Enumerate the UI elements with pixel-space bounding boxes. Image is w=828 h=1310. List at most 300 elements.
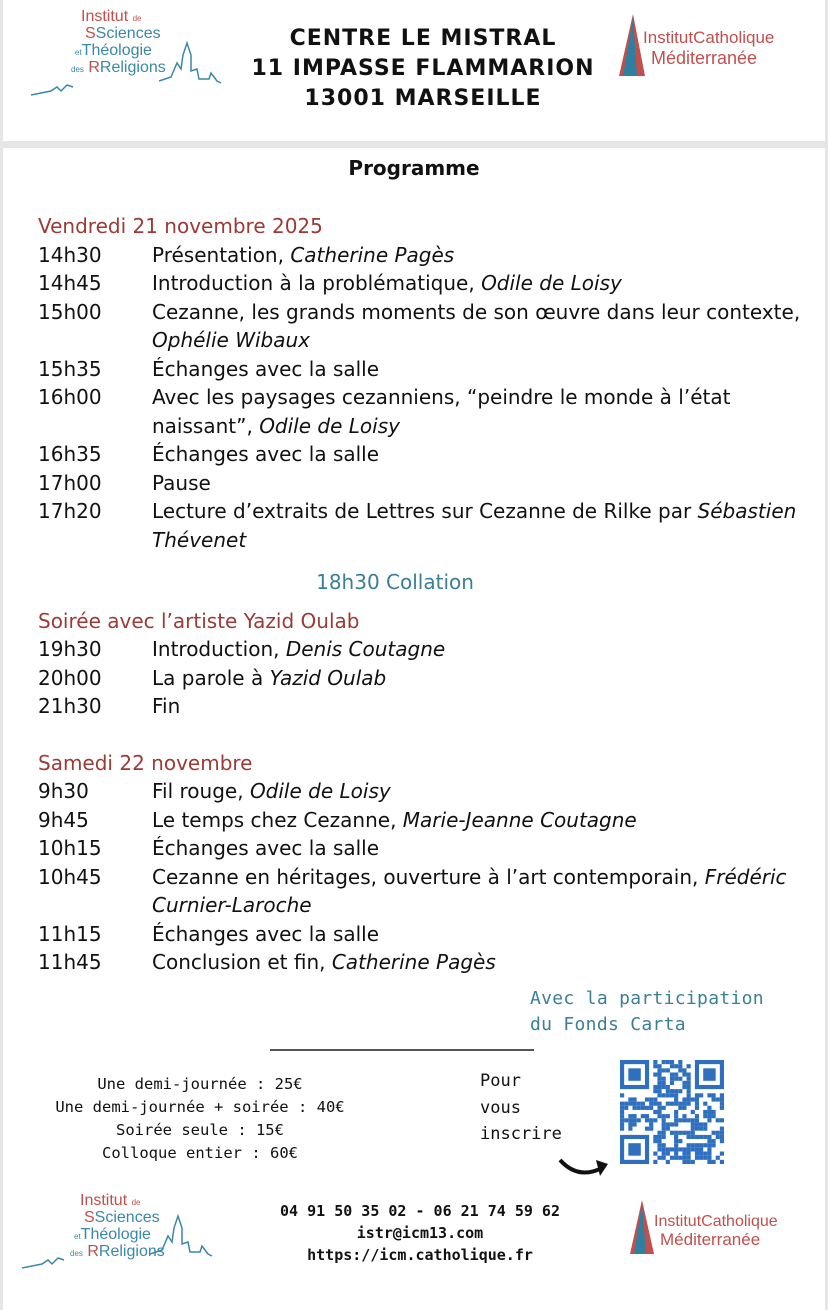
- session-title: Cezanne en héritages, ouverture à l’art contemporain,: [152, 864, 705, 889]
- schedule-row: [38, 635, 818, 664]
- qr-module: [657, 1089, 661, 1093]
- session-title: Présentation,: [152, 242, 291, 267]
- qr-module: [720, 1152, 724, 1156]
- qr-module: [620, 1122, 624, 1126]
- qr-module: [632, 1118, 636, 1122]
- qr-module: [720, 1160, 724, 1164]
- qr-module: [645, 1097, 649, 1101]
- qr-module: [653, 1072, 657, 1076]
- qr-module: [687, 1147, 691, 1151]
- row-text: [152, 692, 818, 721]
- qr-finder: [703, 1068, 715, 1080]
- schedule-row: [38, 298, 818, 355]
- qr-module: [695, 1093, 699, 1097]
- divider: [270, 1049, 534, 1051]
- qr-module: [699, 1093, 703, 1097]
- row-time: 10h15: [38, 836, 102, 860]
- section-heading: Samedi 22 novembre: [38, 750, 253, 775]
- qr-module: [682, 1102, 686, 1106]
- qr-module: [678, 1118, 682, 1122]
- qr-module: [657, 1143, 661, 1147]
- qr-module: [649, 1102, 653, 1106]
- qr-module: [703, 1135, 707, 1139]
- row-text: [152, 664, 818, 693]
- qr-module: [666, 1089, 670, 1093]
- row-time: 14h45: [38, 271, 102, 295]
- speaker-name: Ophélie Wibaux: [152, 328, 310, 352]
- qr-module: [687, 1089, 691, 1093]
- qr-module: [645, 1114, 649, 1118]
- qr-module: [720, 1106, 724, 1110]
- qr-module: [682, 1131, 686, 1135]
- session-title: Échanges avec la salle: [152, 356, 380, 381]
- istr-logo: Institut de SSciences etThéologie des RReligions: [31, 8, 231, 98]
- qr-module: [620, 1118, 624, 1122]
- qr-module: [687, 1072, 691, 1076]
- qr-module: [691, 1118, 695, 1122]
- qr-module: [691, 1160, 695, 1164]
- qr-module: [632, 1097, 636, 1101]
- skyline-icon: [22, 1206, 222, 1276]
- row-time: 16h35: [38, 442, 102, 466]
- row-time: 21h30: [38, 694, 102, 718]
- qr-module: [670, 1147, 674, 1151]
- qr-module: [712, 1139, 716, 1143]
- qr-module: [666, 1122, 670, 1126]
- qr-module: [687, 1160, 691, 1164]
- qr-module: [687, 1143, 691, 1147]
- qr-module: [712, 1110, 716, 1114]
- qr-module: [716, 1097, 720, 1101]
- qr-module: [720, 1097, 724, 1101]
- section-heading: Vendredi 21 novembre 2025: [38, 214, 323, 238]
- qr-module: [703, 1152, 707, 1156]
- qr-module: [699, 1143, 703, 1147]
- qr-module: [657, 1072, 661, 1076]
- qr-module: [678, 1139, 682, 1143]
- sail-icon: [615, 14, 645, 78]
- qr-module: [657, 1147, 661, 1151]
- qr-module: [628, 1122, 632, 1126]
- qr-module: [632, 1114, 636, 1118]
- evening-section: [38, 607, 818, 721]
- qr-module: [716, 1135, 720, 1139]
- session-title: Pause: [152, 470, 211, 495]
- qr-module: [624, 1118, 628, 1122]
- venue-address: CENTRE LE MISTRAL 11 IMPASSE FLAMMARION 13001 MARSEILLE: [251, 26, 595, 111]
- session-title: Échanges avec la salle: [152, 836, 380, 860]
- row-text: [152, 440, 818, 469]
- speaker-name: Odile de Loisy: [249, 779, 391, 803]
- qr-module: [674, 1110, 678, 1114]
- qr-module: [662, 1127, 666, 1131]
- qr-module: [699, 1152, 703, 1156]
- qr-module: [662, 1085, 666, 1089]
- qr-module: [657, 1131, 661, 1135]
- qr-module: [670, 1064, 674, 1068]
- qr-module: [670, 1072, 674, 1076]
- qr-module: [637, 1106, 641, 1110]
- qr-module: [645, 1127, 649, 1131]
- qr-module: [645, 1106, 649, 1110]
- row-text: [152, 863, 818, 920]
- icm-logo: InstitutCatholique Méditerranée: [615, 14, 815, 84]
- session-title: Introduction à la problématique,: [152, 271, 482, 295]
- saturday-section: [38, 749, 818, 977]
- qr-module: [712, 1160, 716, 1164]
- qr-module: [632, 1122, 636, 1126]
- session-title: Échanges avec la salle: [152, 921, 380, 946]
- qr-module: [620, 1106, 624, 1110]
- qr-module: [666, 1152, 670, 1156]
- schedule-row: [38, 863, 818, 920]
- registration-qr-code[interactable]: [620, 1060, 724, 1164]
- qr-module: [678, 1147, 682, 1151]
- qr-module: [670, 1122, 674, 1126]
- row-time: 15h00: [38, 299, 102, 324]
- qr-finder: [628, 1068, 640, 1080]
- qr-module: [662, 1068, 666, 1072]
- qr-module: [720, 1118, 724, 1122]
- qr-module: [662, 1152, 666, 1156]
- collation: 18h30 Collation: [316, 570, 474, 594]
- qr-module: [632, 1102, 636, 1106]
- qr-module: [682, 1097, 686, 1101]
- qr-module: [691, 1143, 695, 1147]
- qr-module: [628, 1102, 632, 1106]
- qr-module: [657, 1085, 661, 1089]
- qr-module: [628, 1127, 632, 1131]
- schedule-row: [38, 469, 818, 498]
- qr-module: [670, 1077, 674, 1081]
- qr-module: [682, 1160, 686, 1164]
- qr-module: [666, 1085, 670, 1089]
- qr-module: [662, 1131, 666, 1135]
- row-time: 9h30: [38, 779, 89, 803]
- qr-module: [662, 1135, 666, 1139]
- price-list: Une demi-journée : 25€ Une demi-journée + soirée : 40€ Soirée seule : 15€ Colloque entier : 60€: [55, 1075, 345, 1162]
- qr-module: [707, 1093, 711, 1097]
- qr-module: [703, 1102, 707, 1106]
- qr-module: [641, 1114, 645, 1118]
- email-link[interactable]: istr@icm13.com: [356, 1224, 484, 1242]
- qr-module: [682, 1106, 686, 1110]
- session-title: Cezanne, les grands moments de son œuvre dans leur contexte,: [152, 299, 801, 324]
- qr-module: [707, 1160, 711, 1164]
- row-text: [152, 269, 818, 298]
- qr-module: [670, 1081, 674, 1085]
- qr-module: [662, 1106, 666, 1110]
- row-text: [152, 635, 818, 664]
- qr-module: [720, 1127, 724, 1131]
- qr-module: [712, 1143, 716, 1147]
- qr-module: [674, 1139, 678, 1143]
- qr-module: [674, 1147, 678, 1151]
- qr-module: [703, 1114, 707, 1118]
- header-panel: [3, 0, 825, 141]
- qr-module: [703, 1143, 707, 1147]
- curved-arrow-icon: [556, 1150, 612, 1182]
- qr-module: [653, 1118, 657, 1122]
- qr-module: [657, 1102, 661, 1106]
- qr-module: [691, 1127, 695, 1131]
- qr-module: [674, 1064, 678, 1068]
- icm-logo-footer: InstitutCatholique Méditerranée: [626, 1200, 826, 1270]
- qr-module: [674, 1089, 678, 1093]
- row-time: 20h00: [38, 665, 102, 690]
- qr-module: [678, 1077, 682, 1081]
- qr-module: [720, 1135, 724, 1139]
- qr-module: [657, 1064, 661, 1068]
- qr-module: [653, 1085, 657, 1089]
- row-text: [152, 806, 818, 835]
- schedule-row: [38, 806, 818, 835]
- phone-numbers: 04 91 50 35 02 - 06 21 74 59 62: [280, 1202, 560, 1220]
- qr-module: [662, 1122, 666, 1126]
- qr-module: [678, 1068, 682, 1072]
- qr-module: [682, 1068, 686, 1072]
- qr-module: [657, 1106, 661, 1110]
- qr-module: [678, 1064, 682, 1068]
- speaker-name: Marie-Jeanne Coutagne: [402, 807, 637, 832]
- qr-module: [682, 1072, 686, 1076]
- qr-module: [628, 1097, 632, 1101]
- qr-module: [670, 1131, 674, 1135]
- row-text: [152, 355, 818, 384]
- session-title: Introduction,: [152, 637, 286, 661]
- qr-module: [720, 1139, 724, 1143]
- qr-module: [682, 1118, 686, 1122]
- qr-module: [699, 1127, 703, 1131]
- qr-module: [707, 1152, 711, 1156]
- qr-module: [695, 1127, 699, 1131]
- page-title: Programme: [348, 156, 480, 180]
- qr-module: [720, 1102, 724, 1106]
- contact-info: [250, 1200, 590, 1266]
- qr-module: [657, 1093, 661, 1097]
- qr-module: [624, 1102, 628, 1106]
- qr-module: [666, 1160, 670, 1164]
- qr-module: [620, 1102, 624, 1106]
- row-text: [152, 920, 818, 949]
- qr-module: [716, 1156, 720, 1160]
- session-title: Avec les paysages cezanniens, “peindre le monde à l’état naissant”,: [152, 385, 731, 438]
- session-title: Échanges avec la salle: [152, 442, 380, 466]
- qr-module: [720, 1093, 724, 1097]
- session-title: Fin: [152, 694, 181, 718]
- qr-module: [641, 1106, 645, 1110]
- qr-module: [699, 1156, 703, 1160]
- qr-module: [678, 1089, 682, 1093]
- row-time: 17h20: [38, 499, 102, 523]
- qr-module: [682, 1081, 686, 1085]
- qr-module: [687, 1102, 691, 1106]
- row-text: [152, 383, 818, 440]
- schedule-row: [38, 777, 818, 806]
- qr-module: [674, 1152, 678, 1156]
- qr-module: [662, 1077, 666, 1081]
- qr-module: [620, 1127, 624, 1131]
- qr-module: [653, 1160, 657, 1164]
- qr-module: [695, 1143, 699, 1147]
- qr-module: [649, 1097, 653, 1101]
- qr-module: [666, 1114, 670, 1118]
- session-title: La parole à: [152, 665, 270, 690]
- skyline-icon: [31, 33, 231, 103]
- qr-module: [670, 1060, 674, 1064]
- qr-module: [666, 1147, 670, 1151]
- qr-module: [674, 1143, 678, 1147]
- qr-module: [678, 1131, 682, 1135]
- qr-module: [666, 1068, 670, 1072]
- qr-module: [657, 1077, 661, 1081]
- qr-module: [707, 1106, 711, 1110]
- qr-module: [662, 1093, 666, 1097]
- row-time: 19h30: [38, 637, 102, 661]
- qr-module: [682, 1156, 686, 1160]
- qr-module: [695, 1106, 699, 1110]
- row-time: 11h15: [38, 921, 102, 946]
- qr-module: [707, 1143, 711, 1147]
- qr-module: [691, 1131, 695, 1135]
- qr-module: [632, 1106, 636, 1110]
- qr-module: [674, 1118, 678, 1122]
- row-time: 15h35: [38, 356, 102, 381]
- website-link[interactable]: https://icm.catholique.fr: [307, 1246, 533, 1264]
- row-text: [152, 948, 818, 977]
- qr-module: [637, 1118, 641, 1122]
- qr-module: [703, 1127, 707, 1131]
- row-text: [152, 241, 818, 270]
- qr-module: [703, 1122, 707, 1126]
- qr-module: [695, 1122, 699, 1126]
- section-heading: Soirée avec l’artiste Yazid Oulab: [38, 608, 360, 633]
- row-time: 14h30: [38, 242, 102, 267]
- qr-module: [695, 1102, 699, 1106]
- row-time: 16h00: [38, 385, 102, 409]
- qr-module: [703, 1110, 707, 1114]
- session-title: Le temps chez Cezanne,: [152, 807, 403, 832]
- row-time: 11h45: [38, 950, 102, 974]
- qr-module: [678, 1102, 682, 1106]
- qr-module: [662, 1147, 666, 1151]
- qr-module: [707, 1156, 711, 1160]
- qr-module: [707, 1110, 711, 1114]
- qr-module: [707, 1135, 711, 1139]
- qr-module: [687, 1077, 691, 1081]
- qr-module: [657, 1114, 661, 1118]
- qr-module: [707, 1139, 711, 1143]
- qr-module: [712, 1097, 716, 1101]
- qr-module: [678, 1106, 682, 1110]
- qr-module: [695, 1147, 699, 1151]
- speaker-name: Odile de Loisy: [259, 413, 400, 438]
- qr-module: [620, 1114, 624, 1118]
- qr-module: [687, 1064, 691, 1068]
- qr-module: [620, 1110, 624, 1114]
- session-title: Lecture d’extraits de Lettres sur Cezanne de Rilke par: [152, 499, 698, 523]
- row-text: [152, 834, 818, 863]
- qr-module: [678, 1060, 682, 1064]
- qr-module: [674, 1156, 678, 1160]
- qr-module: [653, 1064, 657, 1068]
- qr-module: [687, 1152, 691, 1156]
- speaker-name: Yazid Oulab: [269, 665, 387, 690]
- qr-module: [678, 1156, 682, 1160]
- qr-module: [653, 1152, 657, 1156]
- row-time: 9h45: [38, 807, 89, 832]
- qr-module: [657, 1156, 661, 1160]
- qr-module: [624, 1106, 628, 1110]
- qr-module: [695, 1135, 699, 1139]
- speaker-name: Sébastien Thévenet: [152, 499, 797, 552]
- qr-module: [637, 1102, 641, 1106]
- qr-module: [657, 1135, 661, 1139]
- schedule-row: [38, 664, 818, 693]
- qr-module: [691, 1135, 695, 1139]
- qr-module: [712, 1114, 716, 1118]
- qr-module: [687, 1097, 691, 1101]
- qr-module: [695, 1152, 699, 1156]
- qr-module: [720, 1131, 724, 1135]
- qr-module: [695, 1118, 699, 1122]
- qr-module: [682, 1147, 686, 1151]
- schedule-row: [38, 834, 818, 863]
- qr-module: [649, 1118, 653, 1122]
- qr-finder: [628, 1143, 640, 1155]
- qr-module: [657, 1139, 661, 1143]
- schedule-row: [38, 920, 818, 949]
- qr-module: [687, 1135, 691, 1139]
- qr-module: [716, 1118, 720, 1122]
- qr-module: [670, 1089, 674, 1093]
- qr-module: [670, 1156, 674, 1160]
- qr-module: [687, 1093, 691, 1097]
- qr-module: [716, 1131, 720, 1135]
- qr-module: [674, 1135, 678, 1139]
- qr-module: [674, 1077, 678, 1081]
- qr-module: [653, 1097, 657, 1101]
- session-title: Fil rouge,: [152, 779, 250, 803]
- schedule-row: [38, 383, 818, 440]
- qr-module: [699, 1147, 703, 1151]
- session-title: Conclusion et fin,: [152, 950, 332, 974]
- qr-module: [657, 1081, 661, 1085]
- qr-module: [670, 1102, 674, 1106]
- qr-module: [649, 1122, 653, 1126]
- istr-logo-footer: Institut de SSciences etThéologie des RReligions: [30, 1192, 230, 1282]
- schedule-row: [38, 355, 818, 384]
- speaker-name: Frédéric Curnier-Laroche: [152, 864, 787, 917]
- schedule-row: [38, 269, 818, 298]
- row-text: [152, 298, 818, 355]
- qr-module: [662, 1156, 666, 1160]
- speaker-name: Catherine Pagès: [290, 242, 455, 267]
- qr-module: [653, 1102, 657, 1106]
- qr-module: [662, 1114, 666, 1118]
- qr-module: [695, 1114, 699, 1118]
- qr-module: [662, 1081, 666, 1085]
- schedule-row: [38, 497, 818, 554]
- qr-module: [707, 1147, 711, 1151]
- qr-module: [687, 1085, 691, 1089]
- qr-module: [674, 1131, 678, 1135]
- qr-module: [712, 1093, 716, 1097]
- qr-module: [674, 1102, 678, 1106]
- qr-module: [653, 1139, 657, 1143]
- qr-module: [628, 1118, 632, 1122]
- qr-module: [662, 1060, 666, 1064]
